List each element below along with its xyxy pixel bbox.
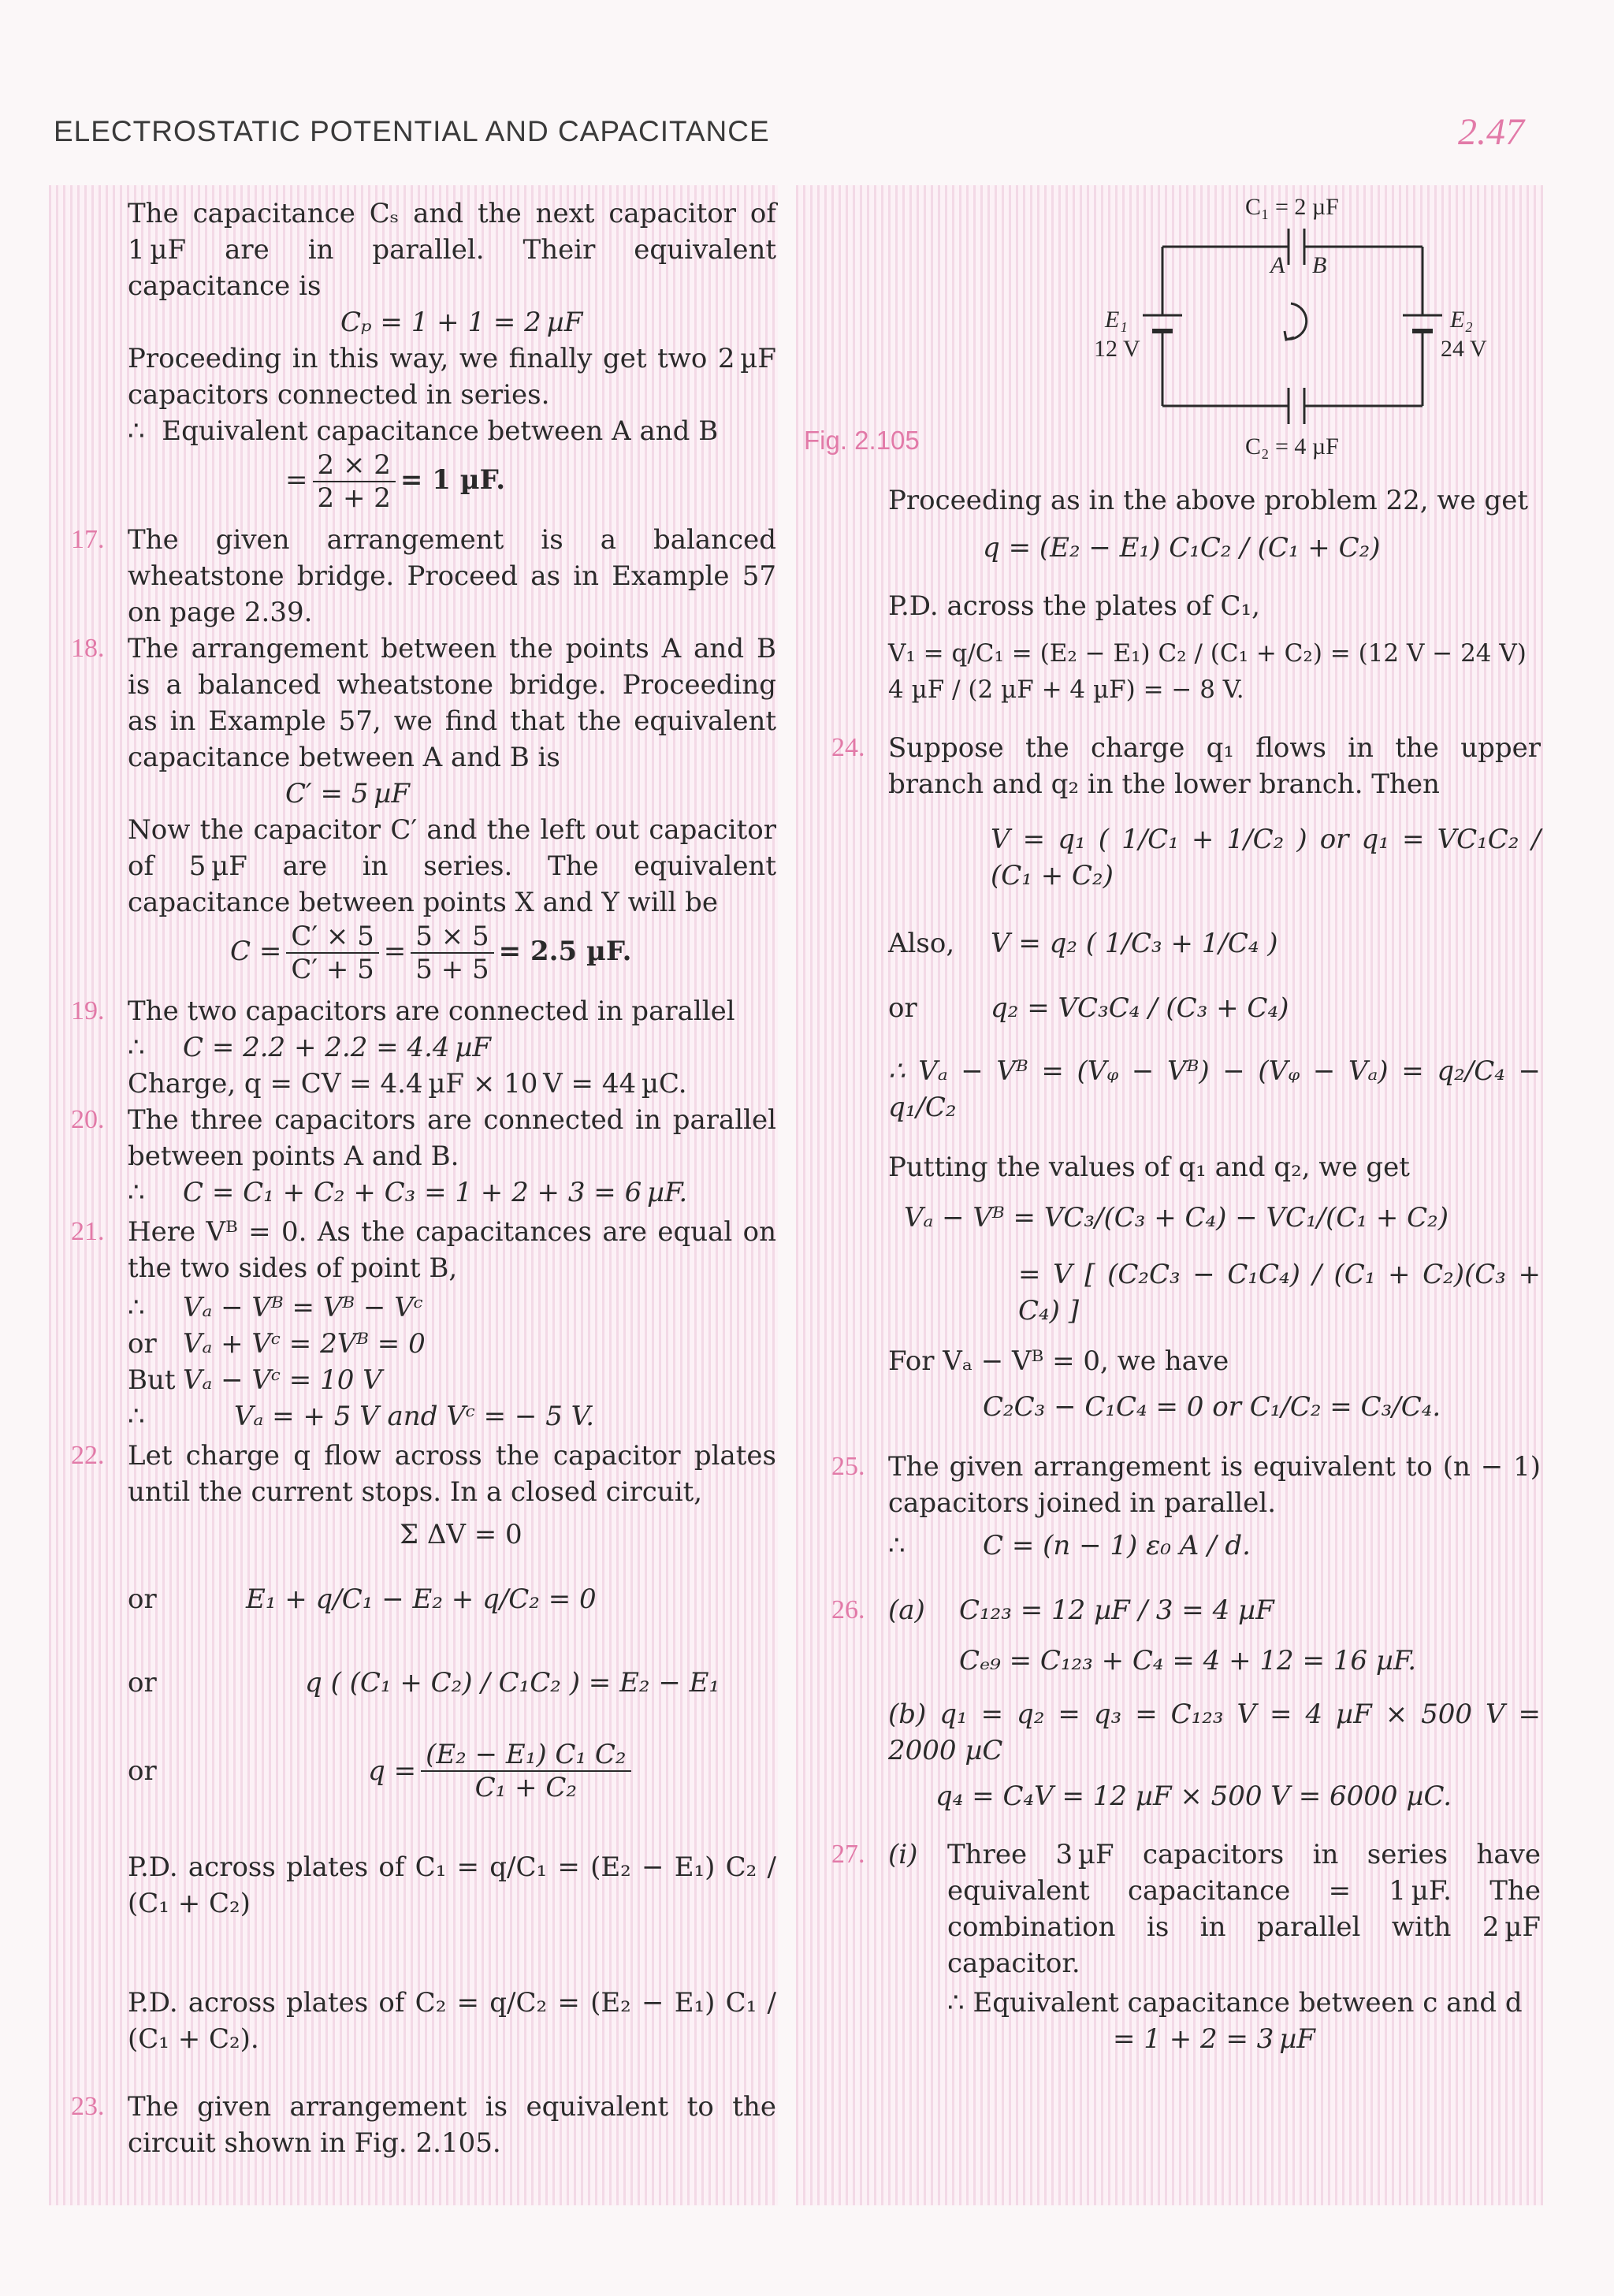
equation: C′ = 5 µF xyxy=(285,778,410,809)
label-e1-voltage: 12 V xyxy=(1094,336,1140,362)
label-point-a: A xyxy=(1270,252,1285,278)
therefore-symbol: ∴ xyxy=(128,1292,145,1323)
equation: Charge, q = CV = 4.4 µF × 10 V = 44 µC. xyxy=(128,1068,687,1100)
equation: P.D. across plates of C₂ = q/C₂ = (E₂ − E₁) C₁ / (C₁ + C₂). xyxy=(128,1987,776,2055)
equation-result: = 1 µF. xyxy=(400,464,506,496)
question-23 xyxy=(71,2089,776,2161)
question-18 xyxy=(71,631,776,985)
fraction-denominator: 5 + 5 xyxy=(415,954,489,985)
paragraph: The given arrangement is a balanced wheatstone bridge. Proceed as in Example 57 on page 2.39. xyxy=(128,524,776,628)
equation: C = (n − 1) ε₀ A / d. xyxy=(983,1530,1251,1561)
equation: Vₐ − Vᴮ = VC₃/(C₃ + C₄) − VC₁/(C₁ + C₂) xyxy=(904,1202,1449,1234)
connector-word: or xyxy=(128,1667,157,1699)
part-label: (i) xyxy=(888,1839,918,1870)
paragraph: Here Vᴮ = 0. As the capacitances are equal on the two sides of point B, xyxy=(128,1216,776,1284)
paragraph: Now the capacitor C′ and the left out capacitor of 5 µF are in series. The equivalent capacitance between points X and Y will be xyxy=(128,814,776,918)
equation: Vₐ = + 5 V and Vᶜ = − 5 V. xyxy=(234,1401,595,1432)
paragraph: P.D. across the plates of C₁, xyxy=(888,590,1260,622)
fraction-denominator: C′ + 5 xyxy=(291,954,374,985)
paragraph: The three capacitors are connected in parallel between points A and B. xyxy=(128,1104,776,1172)
equation: q₄ = C₄V = 12 µF × 500 V = 6000 µC. xyxy=(935,1781,1452,1812)
equation: q ( (C₁ + C₂) / C₁C₂ ) = E₂ − E₁ xyxy=(305,1667,720,1699)
figure-label: Fig. 2.105 xyxy=(804,426,920,455)
current-direction-arrow-icon xyxy=(1286,303,1307,339)
label-e1: E₁ xyxy=(1105,307,1128,333)
question-number: 26. xyxy=(831,1595,865,1624)
equation: V = q₁ ( 1/C₁ + 1/C₂ ) or q₁ = VC₁C₂ / (C₁ + C₂) xyxy=(991,824,1541,891)
connector-word: Also, xyxy=(888,928,955,959)
equation: Σ ΔV = 0 xyxy=(400,1519,523,1550)
question-26 xyxy=(831,1592,1541,1814)
equation: ∴ Vₐ − Vᴮ = (Vᵩ − Vᴮ) − (Vᵩ − Vₐ) = q₂/C₄ − q₁/C₂ xyxy=(888,1055,1541,1123)
right-column xyxy=(831,482,1541,2057)
page-number: 2.47 xyxy=(1458,111,1524,153)
equation: C = C₁ + C₂ + C₃ = 1 + 2 + 3 = 6 µF. xyxy=(183,1177,688,1208)
paragraph: The given arrangement is equivalent to (n − 1) capacitors joined in parallel. xyxy=(888,1451,1541,1519)
connector-word: or xyxy=(128,1583,157,1615)
paragraph: The arrangement between the points A and B is a balanced wheatstone bridge. Proceeding as in Example 57, we find that the equivalent capacitance between A and B is xyxy=(128,633,776,773)
therefore-symbol: ∴ xyxy=(128,415,145,447)
paragraph: Proceeding in this way, we finally get two 2 µF capacitors connected in series. xyxy=(128,343,776,411)
question-17 xyxy=(71,522,776,631)
equation: P.D. across plates of C₁ = q/C₁ = (E₂ − E₁) C₂ / (C₁ + C₂) xyxy=(128,1851,776,1919)
question-22: 22. Let charge q flow across the capacitor plates until the current stops. In a closed circuit, Σ ΔV = 0 or E₁ + q/C₁ − E₂ + q/C₂ = 0 or q ( (C₁ + C₂) / C₁C₂ ) = E₂ − E₁ or q = $\frac{\text{(E₂ − E₁) C₁ C₂}}{\text{C₁ + C₂}}$ P.D. across plates of C₁ = q/C₁ = (E₂ − E₁) C₂ / (C₁ + C₂) P.D. across plates of C₂ = q/C₂ = (E₂ − E₁) C₁ / (C₁ + C₂). xyxy=(71,1438,776,2057)
question-25 xyxy=(831,1449,1541,1564)
equation: q = (E₂ − E₁) C₁C₂ / (C₁ + C₂) xyxy=(983,532,1381,564)
paragraph: The two capacitors are connected in parallel xyxy=(128,995,735,1027)
equation: C₂C₃ − C₁C₄ = 0 or C₁/C₂ = C₃/C₄. xyxy=(983,1391,1441,1423)
fraction-numerator: 5 × 5 xyxy=(411,921,493,954)
equation: (b) q₁ = q₂ = q₃ = C₁₂₃ V = 4 µF × 500 V = 2000 µC xyxy=(888,1699,1541,1766)
paragraph: Equivalent capacitance between A and B xyxy=(162,415,719,447)
equation: E₁ + q/C₁ − E₂ + q/C₂ = 0 xyxy=(246,1583,597,1615)
equation-result: = 2.5 µF. xyxy=(498,936,632,967)
fraction-denominator: C₁ + C₂ xyxy=(474,1772,577,1803)
equation: C = 2.2 + 2.2 = 4.4 µF xyxy=(183,1032,492,1063)
paragraph: Three 3 µF capacitors in series have equivalent capacitance = 1 µF. The combination is in parallel with 2 µF capacitor. xyxy=(947,1839,1541,1979)
paragraph: For Vₐ − Vᴮ = 0, we have xyxy=(888,1345,1229,1377)
question-27 xyxy=(831,1836,1541,2057)
label-e2-voltage: 24 V xyxy=(1441,336,1487,362)
left-column xyxy=(71,195,776,2161)
question-24 xyxy=(831,730,1541,1425)
equation-fraction: = $\frac{2 \times 2}{2 + 2}$ = 1 µF. xyxy=(285,449,506,514)
paragraph: ∴ Equivalent capacitance between c and d xyxy=(947,1987,1523,2019)
connector-word: or xyxy=(128,1328,157,1360)
therefore-symbol: ∴ xyxy=(128,1401,145,1432)
therefore-symbol: ∴ xyxy=(888,1530,906,1561)
question-number: 22. xyxy=(71,1441,105,1470)
connector-word: or xyxy=(128,1755,157,1787)
question-number: 27. xyxy=(831,1840,865,1869)
paragraph: Proceeding as in the above problem 22, we get xyxy=(888,485,1528,516)
question-number: 17. xyxy=(71,525,105,554)
therefore-line xyxy=(128,413,776,449)
question-number: 18. xyxy=(71,634,105,663)
question-20 xyxy=(71,1102,776,1211)
connector-word: or xyxy=(888,992,917,1024)
paragraph: Let charge q flow across the capacitor plates until the current stops. In a closed circuit, xyxy=(128,1440,776,1508)
question-number: 19. xyxy=(71,996,105,1025)
question-number: 25. xyxy=(831,1452,865,1481)
running-header: ELECTROSTATIC POTENTIAL AND CAPACITANCE xyxy=(54,115,770,147)
equation: V = q₂ ( 1/C₃ + 1/C₄ ) xyxy=(991,928,1278,959)
equation: q₂ = VC₃C₄ / (C₃ + C₄) xyxy=(991,992,1289,1024)
paragraph: Putting the values of q₁ and q₂, we get xyxy=(888,1152,1410,1183)
equation: Cₚ = 1 + 1 = 2 µF xyxy=(340,307,583,338)
equation: Vₐ − Vᴮ = Vᴮ − Vᶜ xyxy=(183,1292,423,1323)
equation: Vₐ − Vᶜ = 10 V xyxy=(183,1364,382,1396)
equation: V₁ = q/C₁ = (E₂ − E₁) C₂ / (C₁ + C₂) = (12 V − 24 V) 4 µF / (2 µF + 4 µF) = − 8 V. xyxy=(888,639,1527,704)
therefore-symbol: ∴ xyxy=(128,1032,145,1063)
fraction-numerator: C′ × 5 xyxy=(286,921,378,954)
paragraph: The given arrangement is equivalent to the circuit shown in Fig. 2.105. xyxy=(128,2091,776,2159)
paragraph: The capacitance Cₛ and the next capacitor of 1 µF are in parallel. Their equivalent capacitance is xyxy=(128,198,776,302)
label-point-b: B xyxy=(1312,252,1327,278)
question-number: 23. xyxy=(71,2092,105,2121)
fraction-numerator: 2 × 2 xyxy=(313,449,396,482)
fraction-numerator: (E₂ − E₁) C₁ C₂ xyxy=(421,1739,630,1772)
question-19 xyxy=(71,993,776,1102)
equation: = 1 + 2 = 3 µF xyxy=(1113,2023,1315,2055)
label-c1: C₁ = 2 µF xyxy=(1245,194,1339,220)
question-21 xyxy=(71,1214,776,1435)
paragraph: Suppose the charge q₁ flows in the upper branch and q₂ in the lower branch. Then xyxy=(888,732,1541,800)
equation: = V [ (C₂C₃ − C₁C₄) / (C₁ + C₂)(C₃ + C₄) ] xyxy=(1018,1259,1541,1327)
equation: C₁₂₃ = 12 µF / 3 = 4 µF xyxy=(959,1595,1274,1626)
equation: Cₑ₉ = C₁₂₃ + C₄ = 4 + 12 = 16 µF. xyxy=(959,1645,1417,1676)
equation: Vₐ + Vᶜ = 2Vᴮ = 0 xyxy=(183,1328,426,1360)
equation-fraction: C = $\frac{C' \times 5}{C' + 5}$ = $\frac{5 \times 5}{5 + 5}$ = 2.5 µF. xyxy=(230,921,632,985)
therefore-symbol: ∴ xyxy=(128,1177,145,1208)
arrow-head-icon xyxy=(1285,331,1294,340)
question-number: 21. xyxy=(71,1217,105,1246)
label-c2: C₂ = 4 µF xyxy=(1245,434,1339,460)
question-number: 20. xyxy=(71,1105,105,1134)
fraction-denominator: 2 + 2 xyxy=(317,482,391,514)
question-number: 24. xyxy=(831,733,865,762)
label-e2: E₂ xyxy=(1450,307,1473,333)
connector-word: But xyxy=(128,1364,176,1396)
circuit-diagram xyxy=(1088,189,1513,473)
part-label: (a) xyxy=(888,1595,925,1626)
